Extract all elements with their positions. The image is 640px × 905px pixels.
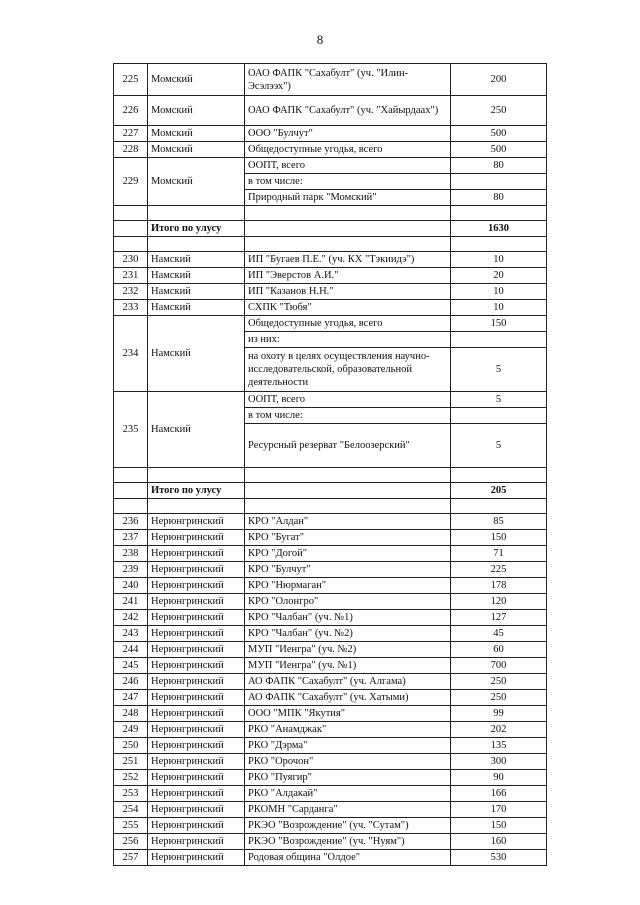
row-number: 245 — [114, 658, 148, 674]
organization-name: ОАО ФАПК "Сахабулт" (уч. "Илин-Эсэлээх") — [245, 64, 451, 96]
total-value: 1630 — [451, 221, 547, 237]
organization-name: КРО "Догой" — [245, 546, 451, 562]
row-number: 233 — [114, 300, 148, 316]
table-row — [114, 142, 547, 158]
blank-row — [114, 237, 547, 252]
row-number: 227 — [114, 126, 148, 142]
table-row — [114, 754, 547, 770]
empty-cell — [451, 206, 547, 221]
table-row — [114, 562, 547, 578]
district-name: Нерюнгринский — [148, 850, 245, 866]
table-row — [114, 316, 547, 332]
table-row — [114, 786, 547, 802]
organization-name: МУП "Иенгра" (уч. №1) — [245, 658, 451, 674]
district-name: Момский — [148, 142, 245, 158]
table-row — [114, 530, 547, 546]
area-value: 250 — [451, 690, 547, 706]
district-name: Нерюнгринский — [148, 834, 245, 850]
district-name: Нерюнгринский — [148, 530, 245, 546]
organization-name: ООПТ, всего — [245, 392, 451, 408]
area-value: 500 — [451, 126, 547, 142]
row-number: 243 — [114, 626, 148, 642]
organization-name: РКЭО "Возрождение" (уч. "Сутам") — [245, 818, 451, 834]
organization-name: ИП "Казанов Н.Н." — [245, 284, 451, 300]
organization-name: КРО "Чалбан" (уч. №2) — [245, 626, 451, 642]
district-name: Момский — [148, 126, 245, 142]
table-row — [114, 738, 547, 754]
area-value: 200 — [451, 64, 547, 96]
organization-name: КРО "Олонгро" — [245, 594, 451, 610]
area-value: 500 — [451, 142, 547, 158]
organization-name: ИП "Бугаев П.Е." (уч. КХ "Тэкиидэ") — [245, 252, 451, 268]
organization-name: РКО "Пуягир" — [245, 770, 451, 786]
organization-name: ОАО ФАПК "Сахабулт" (уч. "Хайырдаах") — [245, 96, 451, 126]
table-row — [114, 834, 547, 850]
area-value: 150 — [451, 316, 547, 332]
area-value: 10 — [451, 252, 547, 268]
empty-cell — [114, 221, 148, 237]
table-row — [114, 96, 547, 126]
area-value: 166 — [451, 786, 547, 802]
organization-name: ООО "Булчут" — [245, 126, 451, 142]
area-value: 71 — [451, 546, 547, 562]
table-row — [114, 818, 547, 834]
area-value: 90 — [451, 770, 547, 786]
table-row — [114, 594, 547, 610]
area-value: 135 — [451, 738, 547, 754]
district-name: Момский — [148, 96, 245, 126]
row-number: 237 — [114, 530, 148, 546]
row-number: 231 — [114, 268, 148, 284]
area-value: 178 — [451, 578, 547, 594]
district-name: Нерюнгринский — [148, 562, 245, 578]
area-value: 300 — [451, 754, 547, 770]
area-value — [451, 174, 547, 190]
table-row — [114, 546, 547, 562]
organization-name: РКО "Орочон" — [245, 754, 451, 770]
area-value: 120 — [451, 594, 547, 610]
table-row — [114, 658, 547, 674]
organization-name: в том числе: — [245, 408, 451, 424]
organization-name: Родовая община "Олдое" — [245, 850, 451, 866]
row-number: 249 — [114, 722, 148, 738]
empty-cell — [148, 206, 245, 221]
row-number: 235 — [114, 392, 148, 468]
table-row — [114, 392, 547, 408]
district-name: Нерюнгринский — [148, 738, 245, 754]
table-row — [114, 626, 547, 642]
district-name: Нерюнгринский — [148, 546, 245, 562]
row-number: 242 — [114, 610, 148, 626]
organization-name: ИП "Эверстов А.И." — [245, 268, 451, 284]
row-number: 234 — [114, 316, 148, 392]
district-total-row — [114, 483, 547, 499]
organization-name: АО ФАПК "Сахабулт" (уч. Хатыми) — [245, 690, 451, 706]
district-name: Момский — [148, 64, 245, 96]
table-row — [114, 126, 547, 142]
district-name: Нерюнгринский — [148, 642, 245, 658]
total-label: Итого по улусу — [148, 221, 245, 237]
district-name: Нерюнгринский — [148, 578, 245, 594]
area-value: 99 — [451, 706, 547, 722]
empty-cell — [114, 206, 148, 221]
district-name: Нерюнгринский — [148, 626, 245, 642]
area-value — [451, 332, 547, 348]
empty-cell — [148, 468, 245, 483]
organization-name: РКО "Алдакай" — [245, 786, 451, 802]
empty-cell — [114, 237, 148, 252]
table-row — [114, 722, 547, 738]
row-number: 256 — [114, 834, 148, 850]
row-number: 238 — [114, 546, 148, 562]
district-name: Намский — [148, 300, 245, 316]
total-value: 205 — [451, 483, 547, 499]
organization-name: КРО "Чалбан" (уч. №1) — [245, 610, 451, 626]
row-number: 247 — [114, 690, 148, 706]
area-value: 150 — [451, 530, 547, 546]
district-name: Намский — [148, 392, 245, 468]
district-name: Нерюнгринский — [148, 722, 245, 738]
table-row — [114, 690, 547, 706]
area-value: 10 — [451, 284, 547, 300]
district-name: Нерюнгринский — [148, 594, 245, 610]
district-total-row — [114, 221, 547, 237]
district-name: Намский — [148, 268, 245, 284]
area-value: 127 — [451, 610, 547, 626]
empty-cell — [451, 499, 547, 514]
district-name: Нерюнгринский — [148, 706, 245, 722]
area-value: 5 — [451, 348, 547, 392]
empty-cell — [245, 221, 451, 237]
row-number: 257 — [114, 850, 148, 866]
table-row — [114, 514, 547, 530]
area-value: 10 — [451, 300, 547, 316]
table-row — [114, 268, 547, 284]
district-name: Нерюнгринский — [148, 674, 245, 690]
row-number: 229 — [114, 158, 148, 206]
table-row — [114, 252, 547, 268]
district-name: Намский — [148, 252, 245, 268]
area-value: 250 — [451, 674, 547, 690]
organization-name: на охоту в целях осуществления научно-исследовательской, образовательной деятельности — [245, 348, 451, 392]
organization-name: РКЭО "Возрождение" (уч. "Нуям") — [245, 834, 451, 850]
row-number: 246 — [114, 674, 148, 690]
area-value: 700 — [451, 658, 547, 674]
row-number: 240 — [114, 578, 148, 594]
empty-cell — [451, 237, 547, 252]
organization-name: Общедоступные угодья, всего — [245, 316, 451, 332]
district-name: Нерюнгринский — [148, 514, 245, 530]
row-number: 236 — [114, 514, 148, 530]
area-value: 5 — [451, 392, 547, 408]
district-name: Нерюнгринский — [148, 818, 245, 834]
district-name: Нерюнгринский — [148, 770, 245, 786]
district-name: Намский — [148, 284, 245, 300]
table-row — [114, 158, 547, 174]
blank-row — [114, 499, 547, 514]
area-value: 170 — [451, 802, 547, 818]
organization-name: СХПК "Тюбя" — [245, 300, 451, 316]
organization-name: КРО "Булчут" — [245, 562, 451, 578]
empty-cell — [245, 206, 451, 221]
organization-name: РКО "Анамджак" — [245, 722, 451, 738]
empty-cell — [245, 499, 451, 514]
table-row — [114, 802, 547, 818]
organization-name: из них: — [245, 332, 451, 348]
table-row — [114, 578, 547, 594]
land-allocation-table — [113, 63, 547, 866]
district-name: Нерюнгринский — [148, 658, 245, 674]
blank-row — [114, 206, 547, 221]
area-value — [451, 408, 547, 424]
district-name: Нерюнгринский — [148, 802, 245, 818]
organization-name: РКОМН "Сарданга" — [245, 802, 451, 818]
organization-name: Природный парк "Момский" — [245, 190, 451, 206]
organization-name: РКО "Дэрма" — [245, 738, 451, 754]
district-name: Намский — [148, 316, 245, 392]
table-row — [114, 770, 547, 786]
area-value: 150 — [451, 818, 547, 834]
row-number: 251 — [114, 754, 148, 770]
district-name: Момский — [148, 158, 245, 206]
row-number: 239 — [114, 562, 148, 578]
empty-cell — [114, 499, 148, 514]
organization-name: АО ФАПК "Сахабулт" (уч. Алгама) — [245, 674, 451, 690]
area-value: 225 — [451, 562, 547, 578]
area-value: 80 — [451, 190, 547, 206]
empty-cell — [114, 468, 148, 483]
table-row — [114, 610, 547, 626]
row-number: 225 — [114, 64, 148, 96]
page-number: 8 — [316, 32, 324, 47]
blank-row — [114, 468, 547, 483]
area-value: 45 — [451, 626, 547, 642]
organization-name: ООПТ, всего — [245, 158, 451, 174]
row-number: 252 — [114, 770, 148, 786]
organization-name: Ресурсный резерват "Белоозерский" — [245, 424, 451, 468]
area-value: 160 — [451, 834, 547, 850]
empty-cell — [245, 237, 451, 252]
organization-name: КРО "Бугат" — [245, 530, 451, 546]
row-number: 230 — [114, 252, 148, 268]
area-value: 530 — [451, 850, 547, 866]
area-value: 80 — [451, 158, 547, 174]
organization-name: в том числе: — [245, 174, 451, 190]
organization-name: МУП "Иенгра" (уч. №2) — [245, 642, 451, 658]
row-number: 253 — [114, 786, 148, 802]
row-number: 226 — [114, 96, 148, 126]
row-number: 232 — [114, 284, 148, 300]
table-row — [114, 706, 547, 722]
total-label: Итого по улусу — [148, 483, 245, 499]
area-value: 5 — [451, 424, 547, 468]
empty-cell — [245, 483, 451, 499]
row-number: 228 — [114, 142, 148, 158]
row-number: 248 — [114, 706, 148, 722]
table-row — [114, 284, 547, 300]
district-name: Нерюнгринский — [148, 754, 245, 770]
area-value: 60 — [451, 642, 547, 658]
table-row — [114, 642, 547, 658]
empty-cell — [114, 483, 148, 499]
organization-name: Общедоступные угодья, всего — [245, 142, 451, 158]
table-row — [114, 674, 547, 690]
row-number: 255 — [114, 818, 148, 834]
area-value: 250 — [451, 96, 547, 126]
organization-name: ООО "МПК "Якутия" — [245, 706, 451, 722]
table-row — [114, 64, 547, 96]
district-name: Нерюнгринский — [148, 786, 245, 802]
district-name: Нерюнгринский — [148, 690, 245, 706]
table-row — [114, 300, 547, 316]
row-number: 250 — [114, 738, 148, 754]
area-value: 20 — [451, 268, 547, 284]
area-value: 202 — [451, 722, 547, 738]
empty-cell — [451, 468, 547, 483]
organization-name: КРО "Алдан" — [245, 514, 451, 530]
table-row — [114, 850, 547, 866]
row-number: 254 — [114, 802, 148, 818]
empty-cell — [245, 468, 451, 483]
district-name: Нерюнгринский — [148, 610, 245, 626]
row-number: 244 — [114, 642, 148, 658]
empty-cell — [148, 237, 245, 252]
organization-name: КРО "Нюрмаган" — [245, 578, 451, 594]
empty-cell — [148, 499, 245, 514]
row-number: 241 — [114, 594, 148, 610]
area-value: 85 — [451, 514, 547, 530]
